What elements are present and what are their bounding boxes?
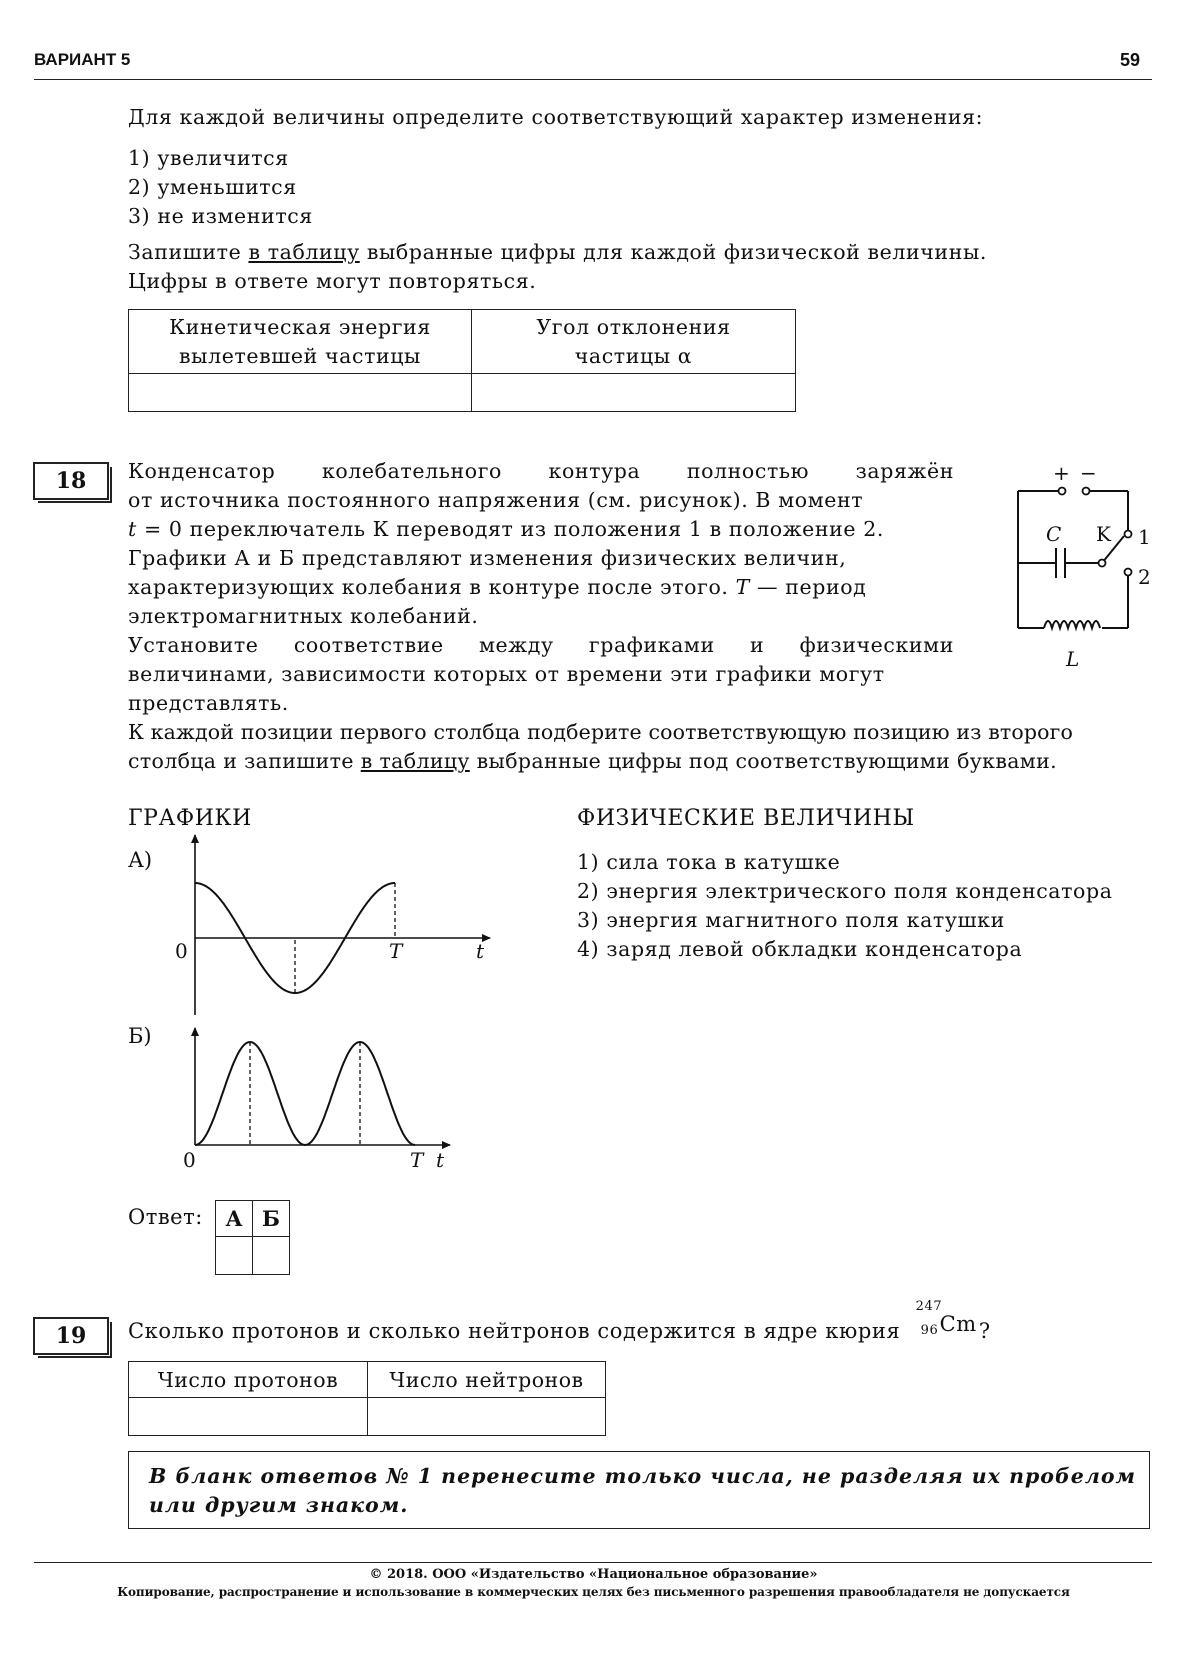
answer-cell-a[interactable]	[216, 1237, 253, 1275]
q19-protons-cell[interactable]	[129, 1398, 368, 1436]
quantity-3: 3) энергия магнитного поля катушки	[577, 908, 1005, 932]
q18-p2-line-3: представлять.	[128, 691, 289, 715]
q18-p1-line-6: электромагнитных колебаний.	[128, 604, 479, 628]
coil	[1044, 621, 1100, 628]
plus-label: +	[1053, 461, 1070, 485]
q18-p3-line-2: столбца и запишите в таблицу выбранные цифры под соответствующими буквами.	[128, 749, 1057, 773]
graph-b-curve	[195, 1042, 415, 1145]
graph-b-label: Б)	[128, 1024, 152, 1048]
q17-instruction: Запишите в таблицу выбранные цифры для каждой физической величины.	[128, 240, 987, 264]
quantity-1: 1) сила тока в катушке	[577, 850, 841, 874]
graph-b	[170, 1020, 460, 1170]
answer-col-a: А	[216, 1201, 253, 1237]
q17-option-2: 2) уменьшится	[128, 175, 297, 199]
q19-neutrons-cell[interactable]	[368, 1398, 606, 1436]
q17-answer-table	[128, 309, 796, 412]
header-rule	[34, 79, 1152, 80]
q17-option-3: 3) не изменится	[128, 204, 313, 228]
minus-label: −	[1080, 461, 1097, 485]
q17-instruction-line2: Цифры в ответе могут повторяться.	[128, 269, 537, 293]
footer-notice: Копирование, распространение и использование в коммерческих целях без письменного разрешения правообладателя не допускается	[117, 1585, 1070, 1599]
capacitor-label: C	[1046, 522, 1062, 546]
position-1-label: 1	[1138, 525, 1151, 549]
question-number-18: 18	[33, 462, 109, 500]
graph-a-t: t	[476, 939, 485, 963]
answer-form-note: В бланк ответов № 1 перенесите только числа, не разделяя их пробелом или другим знаком.	[128, 1451, 1150, 1529]
footer-copyright: © 2018. ООО «Издательство «Национальное образование»	[369, 1567, 818, 1582]
quantity-4: 4) заряд левой обкладки конденсатора	[577, 937, 1023, 961]
switch-contact-2	[1125, 569, 1132, 576]
q18-p2-line-1: Установите соответствие между графиками и физическими	[128, 633, 954, 657]
graph-b-t: t	[436, 1148, 445, 1170]
q17-option-1: 1) увеличится	[128, 146, 289, 170]
circuit-diagram	[1010, 460, 1160, 680]
switch-label: K	[1096, 522, 1111, 546]
q18-answer-table	[215, 1200, 290, 1275]
terminal-plus	[1059, 488, 1066, 495]
q18-p2-line-2: величинами, зависимости которых от времени эти графики могут	[128, 662, 885, 686]
q19-question: Сколько протонов и сколько нейтронов содержится в ядре кюрия 247 96 Cm ?	[128, 1299, 991, 1343]
q17-instr-link: в таблицу	[248, 240, 360, 264]
footer-rule	[34, 1562, 1152, 1563]
q19-answer-table	[128, 1361, 606, 1436]
q18-p1-line-2: от источника постоянного напряжения (см. рисунок). В момент	[128, 488, 864, 512]
q19-col1-header: Число протонов	[129, 1362, 368, 1398]
answer-col-b: Б	[253, 1201, 290, 1237]
variant-label: ВАРИАНТ 5	[34, 50, 131, 69]
answer-label: Ответ:	[128, 1205, 203, 1229]
q18-p1-line-4: Графики А и Б представляют изменения физических величин,	[128, 546, 847, 570]
page-number: 59	[1120, 50, 1141, 70]
quantity-2: 2) энергия электрического поля конденсатора	[577, 879, 1113, 903]
graphs-title: ГРАФИКИ	[128, 806, 252, 831]
q18-p1-line-1: Конденсатор колебательного контура полностью заряжён	[128, 459, 954, 483]
switch-contact-1	[1125, 531, 1132, 538]
graph-a-zero: 0	[175, 939, 188, 963]
switch-pivot	[1099, 560, 1106, 567]
q18-p3-line-1: К каждой позиции первого столбца подберите соответствующую позицию из второго	[128, 720, 1074, 744]
graph-a	[170, 830, 500, 1020]
q17-col2-header: Угол отклонения частицы α	[472, 310, 796, 374]
question-number-19: 19	[33, 1317, 109, 1355]
answer-cell-b[interactable]	[253, 1237, 290, 1275]
terminal-minus	[1083, 488, 1090, 495]
graph-a-T: T	[389, 939, 403, 963]
position-2-label: 2	[1138, 565, 1151, 589]
graph-b-T: T	[410, 1148, 424, 1170]
graph-b-zero: 0	[183, 1148, 196, 1170]
q18-p1-line-3: t = 0 переключатель К переводят из положения 1 в положение 2.	[128, 517, 885, 541]
quantities-title: ФИЗИЧЕСКИЕ ВЕЛИЧИНЫ	[577, 806, 915, 831]
q17-col1-header: Кинетическая энергия вылетевшей частицы	[129, 310, 472, 374]
q19-col2-header: Число нейтронов	[368, 1362, 606, 1398]
q18-p1-line-5: характеризующих колебания в контуре после этого. T — период	[128, 575, 867, 599]
q17-answer-cell-2[interactable]	[472, 374, 796, 412]
q17-intro: Для каждой величины определите соответствующий характер изменения:	[128, 105, 984, 129]
q18-p3-link: в таблицу	[360, 749, 470, 773]
curium-isotope: 247 96 Cm	[915, 1299, 977, 1338]
graph-a-label: А)	[128, 848, 153, 872]
inductor-label: L	[1066, 647, 1080, 671]
q17-answer-cell-1[interactable]	[129, 374, 472, 412]
